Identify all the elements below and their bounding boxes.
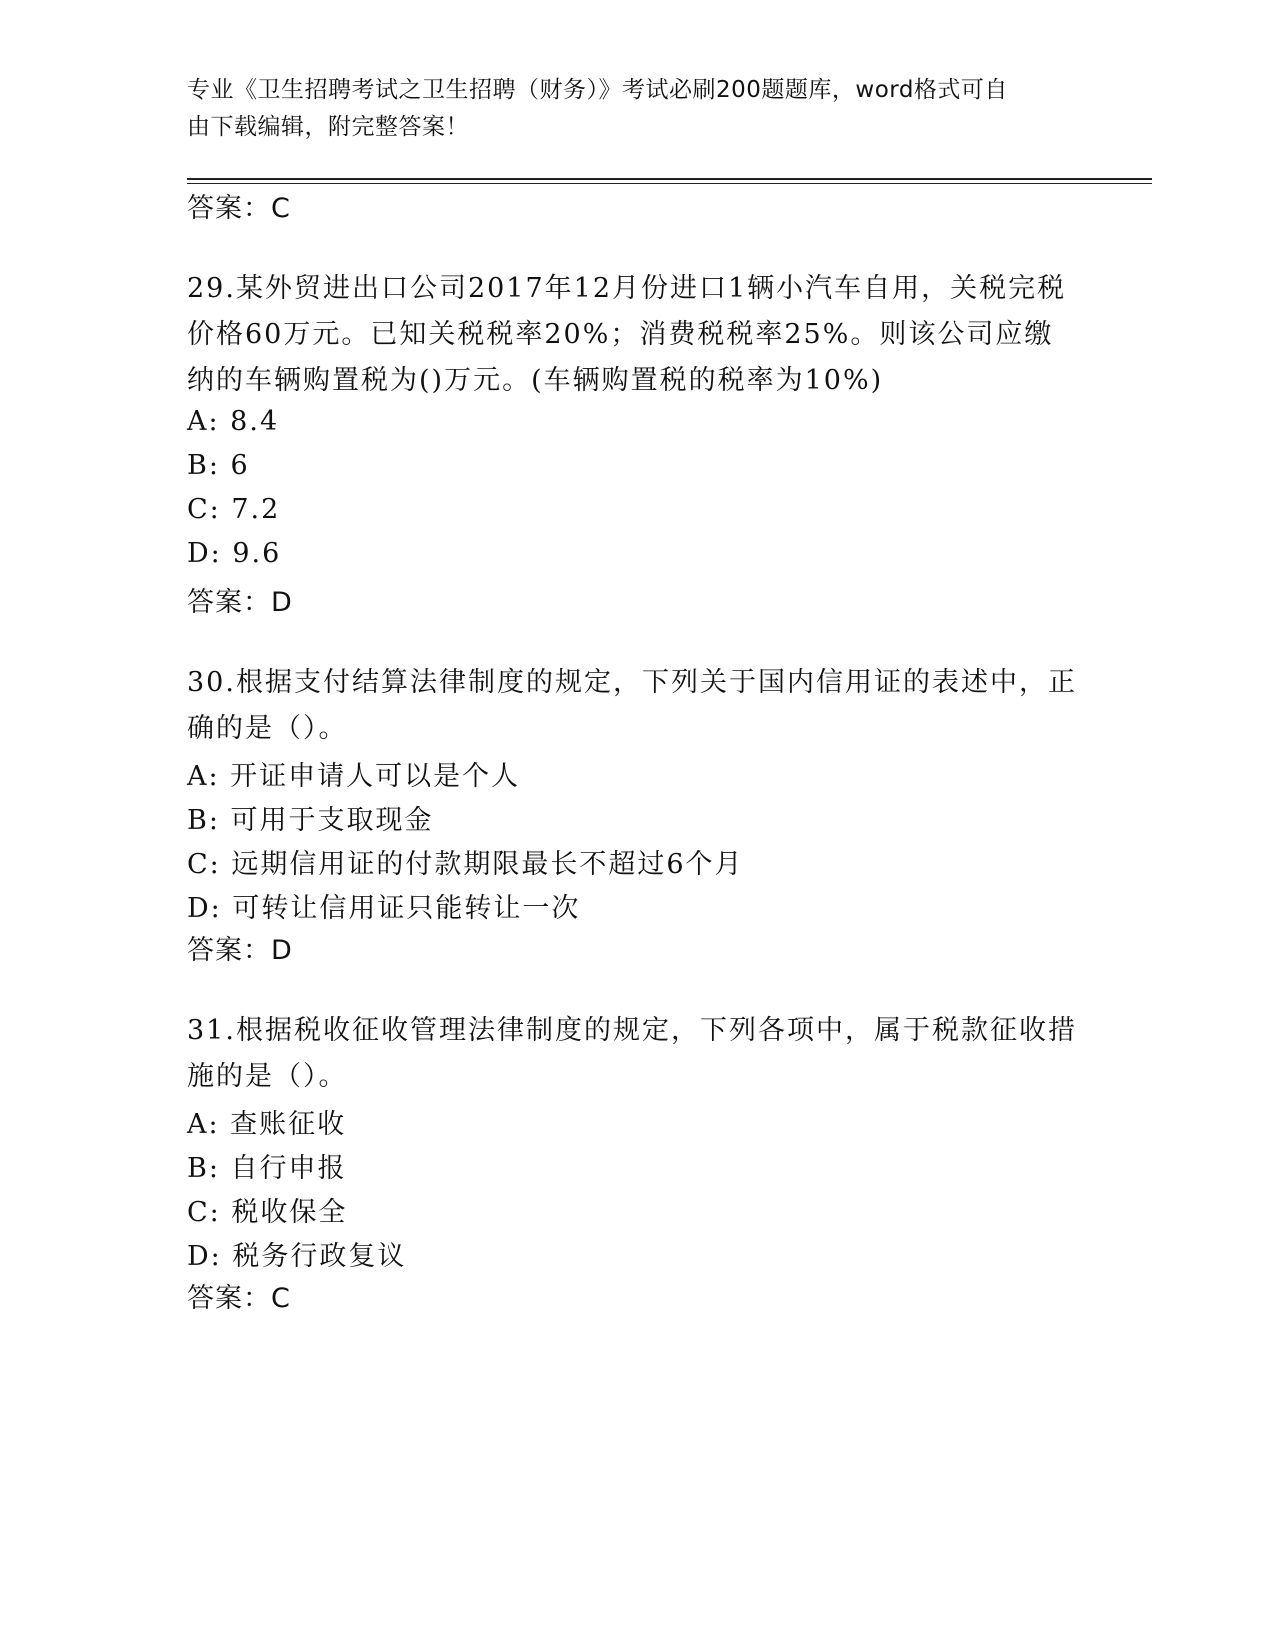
question-31-option-b: B: 自行申报 (187, 1153, 347, 1184)
question-31-option-a: A: 查账征收 (187, 1109, 347, 1140)
question-stem-line: 29.某外贸进出口公司2017年12月份进口1辆小汽车自用，关税完税 (187, 273, 1067, 304)
header-rule-thin (187, 183, 1152, 184)
previous-answer: 答案：C (187, 193, 291, 224)
question-30-option-d: D: 可转让信用证只能转让一次 (187, 893, 581, 924)
header-rule-thick (187, 178, 1152, 180)
question-29-option-c: C: 7.2 (187, 494, 281, 525)
question-stem-line: 确的是（）。 (187, 713, 348, 744)
question-31-option-d: D: 税务行政复议 (187, 1241, 407, 1272)
question-stem-line: 30.根据支付结算法律制度的规定，下列关于国内信用证的表述中，正 (187, 667, 1077, 698)
question-stem-line: 纳的车辆购置税为()万元。(车辆购置税的税率为10%) (187, 365, 884, 396)
question-29-option-b: B: 6 (187, 450, 250, 481)
question-31-answer: 答案：C (187, 1283, 291, 1314)
question-29-stem (187, 266, 1087, 404)
document-header (187, 72, 1067, 146)
question-30-option-c: C: 远期信用证的付款期限最长不超过6个月 (187, 849, 744, 880)
question-stem-line: 价格60万元。已知关税税率20%；消费税税率25%。则该公司应缴 (187, 319, 1054, 350)
question-29-option-a: A: 8.4 (187, 406, 280, 437)
question-30-stem (187, 660, 1087, 752)
question-29-option-d: D: 9.6 (187, 538, 282, 569)
question-31-option-c: C: 税收保全 (187, 1197, 348, 1228)
header-line-1: 专业《卫生招聘考试之卫生招聘（财务）》考试必刷200题题库，word格式可自 (187, 77, 1008, 103)
question-29-answer: 答案：D (187, 587, 293, 618)
question-stem-line: 31.根据税收征收管理法律制度的规定，下列各项中，属于税款征收措 (187, 1015, 1077, 1046)
question-30-option-a: A: 开证申请人可以是个人 (187, 761, 521, 792)
question-31-stem (187, 1008, 1087, 1100)
question-30-option-b: B: 可用于支取现金 (187, 805, 434, 836)
question-stem-line: 施的是（）。 (187, 1061, 348, 1092)
header-line-2: 由下载编辑，附完整答案！ (187, 114, 469, 140)
question-30-answer: 答案：D (187, 935, 293, 966)
